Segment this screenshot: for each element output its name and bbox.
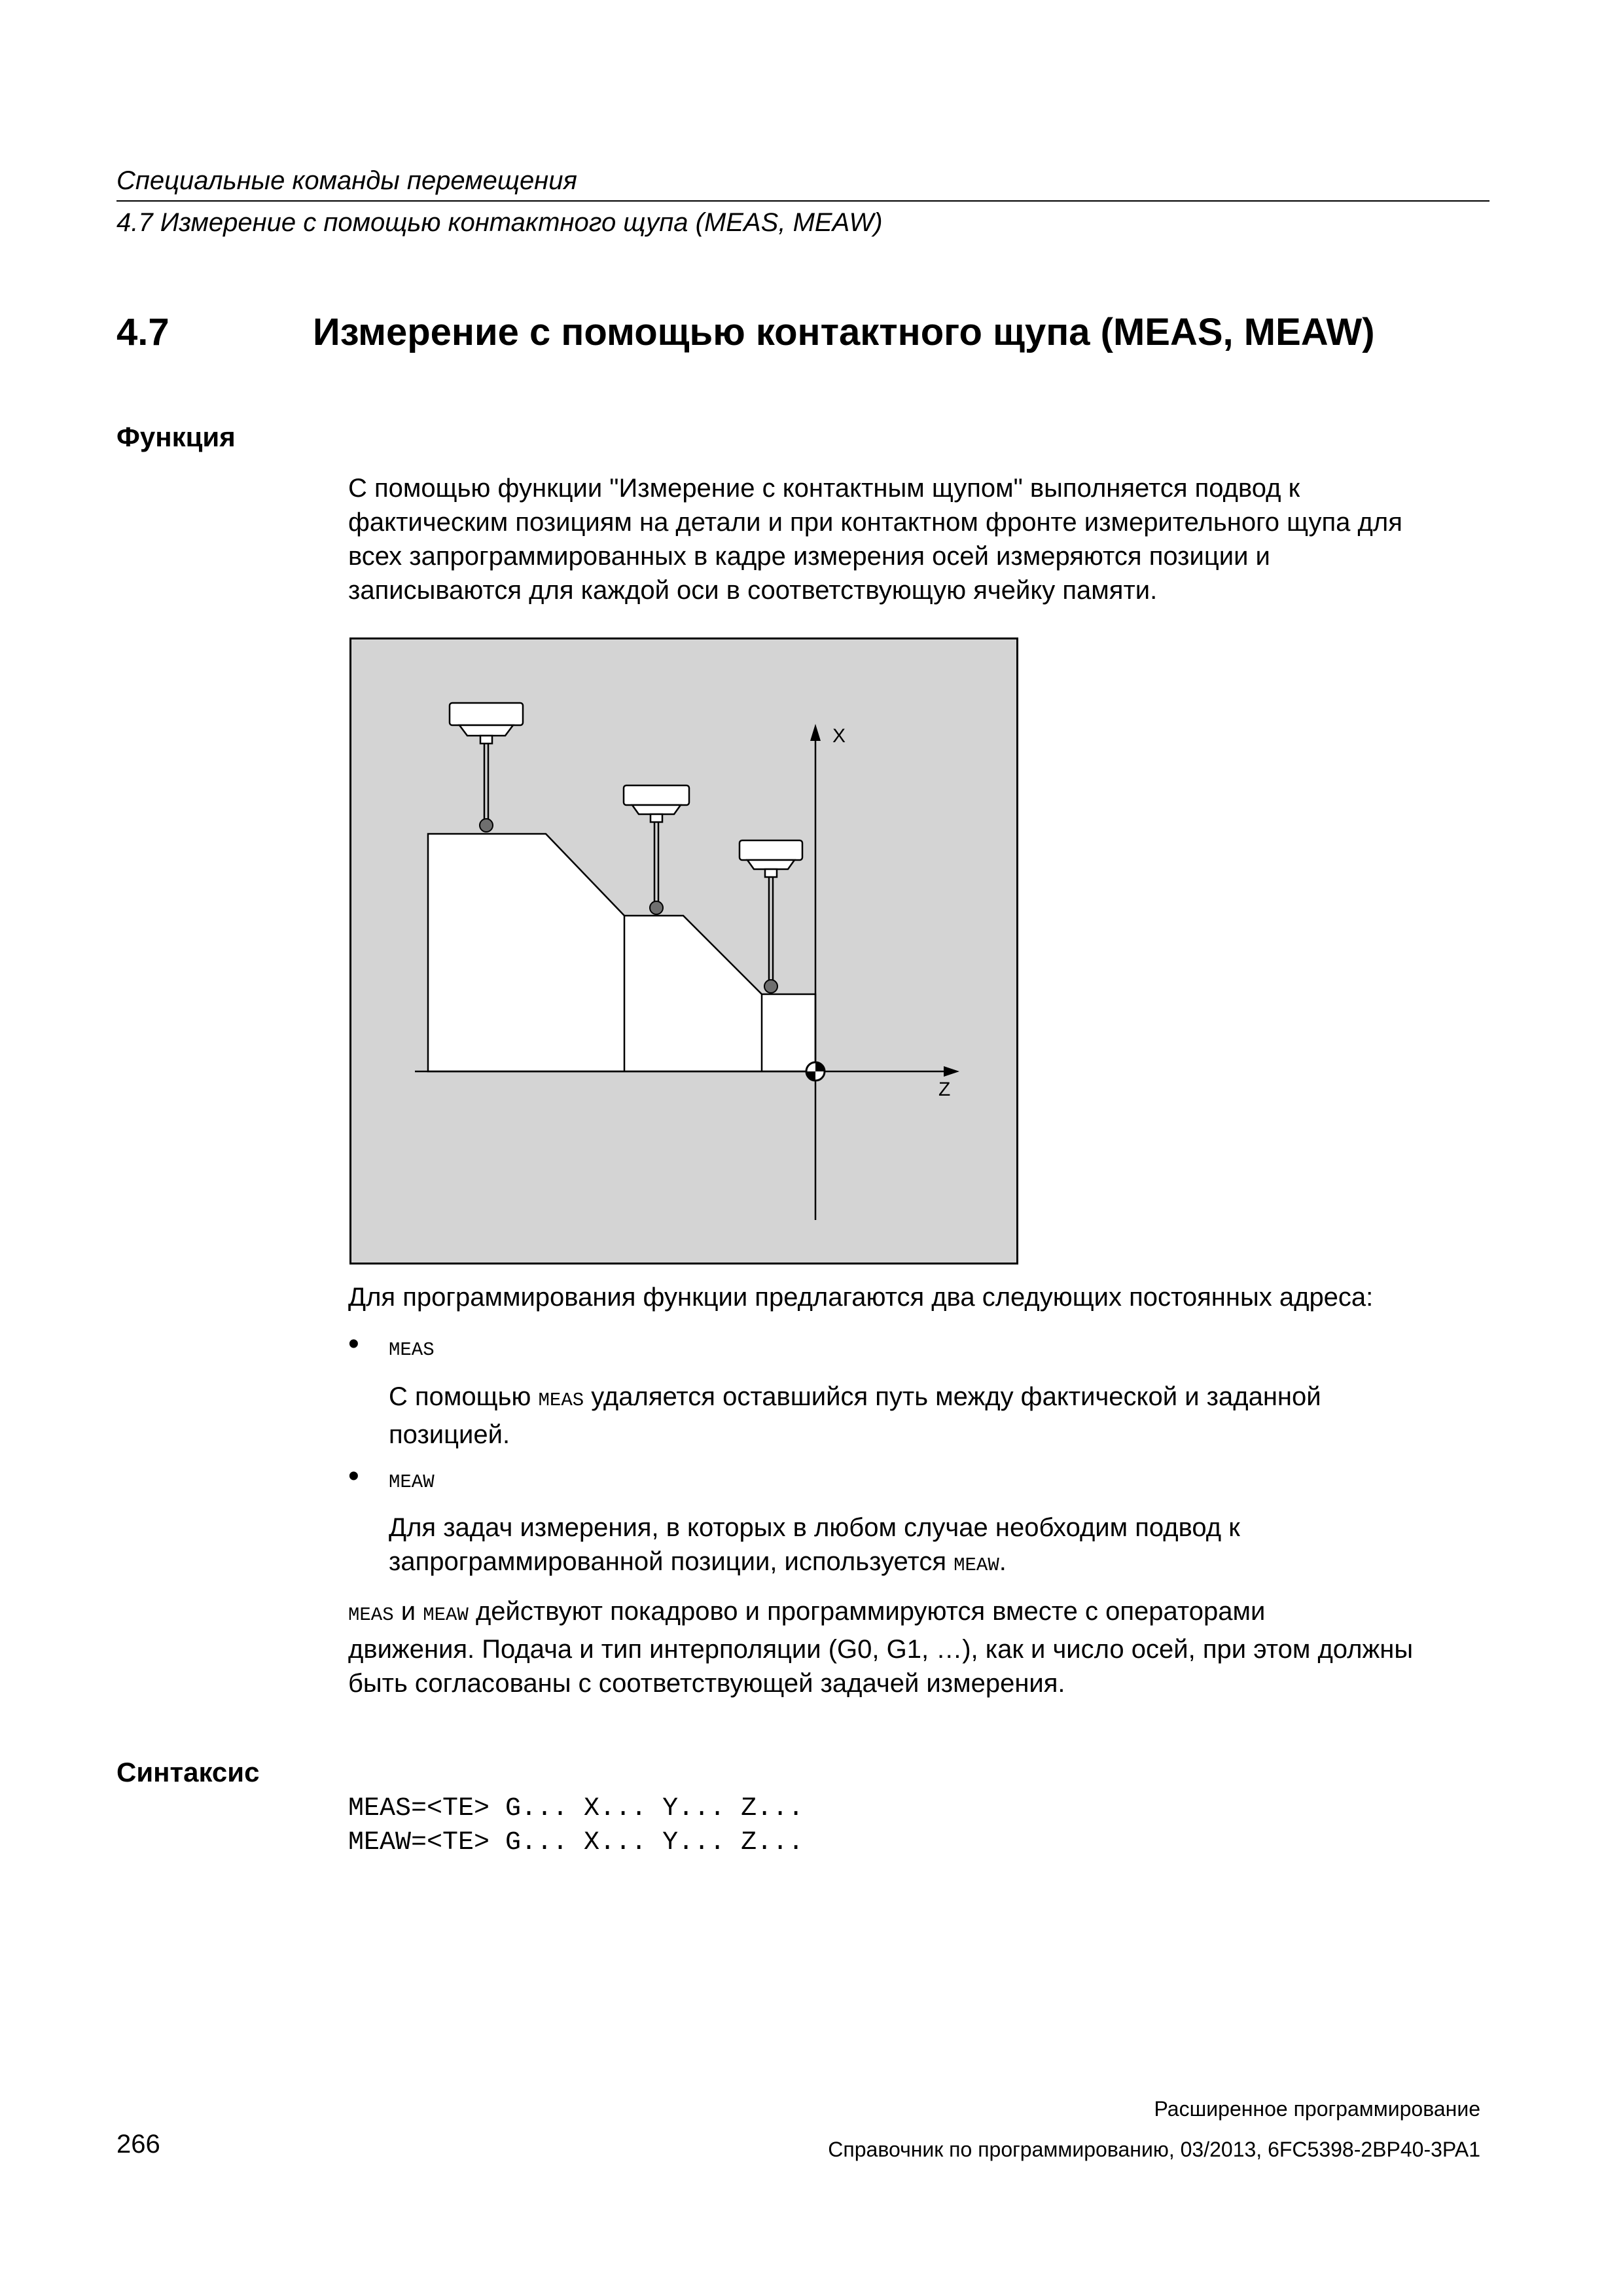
bullet-meas-code: MEAS (389, 1339, 435, 1361)
bullet-meaw-description (389, 1511, 1240, 1583)
section-title: Измерение с помощью контактного щупа (MEAS, MEAW) (313, 311, 1375, 353)
intro-line: С помощью функции "Измерение с контактным щупом" выполняется подвод к (348, 474, 1300, 503)
desc-text: Для задач измерения, в которых в любом случае необходим подвод к (389, 1513, 1240, 1542)
probe-measurement-figure (349, 637, 1018, 1265)
running-header-section: 4.7 Измерение с помощью контактного щупа (MEAS, MEAW) (116, 208, 883, 237)
closing-text: быть согласованы с соответствующей задачей измерения. (348, 1669, 1065, 1698)
function-heading: Функция (116, 422, 236, 452)
inline-code-meaw: MEAW (954, 1554, 999, 1576)
intro-line: записываются для каждой оси в соответствующую ячейку памяти. (348, 576, 1158, 605)
x-axis-label: X (832, 725, 846, 747)
syntax-heading: Синтаксис (116, 1757, 260, 1787)
page-number: 266 (116, 2130, 160, 2159)
desc-text: позицией. (389, 1420, 510, 1449)
footer-book-reference: Справочник по программированию, 03/2013, 6FC5398-2BP40-3PA1 (828, 2138, 1480, 2161)
addresses-intro: Для программирования функции предлагаются два следующих постоянных адреса: (348, 1283, 1374, 1312)
syntax-code-block (348, 1792, 804, 1860)
desc-text: С помощью (389, 1382, 539, 1411)
running-header-chapter: Специальные команды перемещения (116, 166, 577, 195)
closing-text: и (393, 1597, 423, 1626)
syntax-line: MEAS=<TE> G... X... Y... Z... (348, 1794, 804, 1823)
intro-line: всех запрограммированных в кадре измерения осей измеряются позиции и (348, 542, 1270, 571)
bullet-meas-description (389, 1380, 1321, 1452)
z-axis-label: Z (938, 1079, 951, 1100)
desc-text: . (999, 1547, 1007, 1576)
footer-book-title: Расширенное программирование (1154, 2097, 1480, 2121)
syntax-line: MEAW=<TE> G... X... Y... Z... (348, 1828, 804, 1857)
closing-text: действуют покадрово и программируются вместе с операторами (468, 1597, 1266, 1626)
closing-text: движения. Подача и тип интерполяции (G0, G1, …), как и число осей, при этом должны (348, 1635, 1414, 1664)
header-rule (116, 200, 1489, 202)
inline-code-meas: MEAS (538, 1390, 584, 1411)
inline-code-meas: MEAS (348, 1604, 394, 1626)
bullet-meaw-code: MEAW (389, 1471, 435, 1493)
intro-line: фактическим позициям на детали и при контактном фронте измерительного щупа для (348, 508, 1402, 537)
origin-symbol (806, 1062, 825, 1081)
inline-code-meaw: MEAW (423, 1604, 469, 1626)
bullet-dot: • (348, 1327, 359, 1361)
bullet-dot: • (348, 1459, 359, 1494)
desc-text: запрограммированной позиции, используется (389, 1547, 954, 1576)
closing-paragraph (348, 1594, 1413, 1700)
intro-paragraph (348, 471, 1402, 607)
desc-text: удаляется оставшийся путь между фактической и заданной (584, 1382, 1321, 1411)
section-number: 4.7 (116, 311, 169, 353)
